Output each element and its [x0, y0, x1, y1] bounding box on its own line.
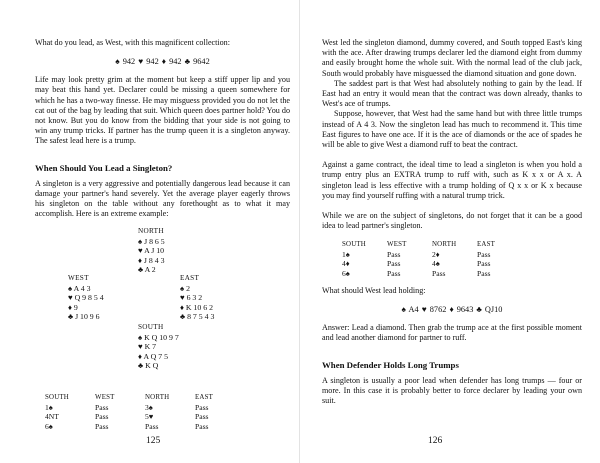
hand-label: NORTH	[138, 227, 164, 236]
lead-question: What do you lead, as West, with this magnificent collection:	[35, 38, 230, 47]
answer-paragraph: Answer: Lead a diamond. Then grab the trump ace at the first possible moment and lead another diamond for partner to ruff.	[322, 323, 582, 343]
auction-header: NORTH	[145, 394, 170, 402]
hearts-holding: ♥ Q 9 8 5 4	[68, 293, 104, 303]
hand-label: WEST	[68, 274, 89, 283]
auction-bid: 3♠	[145, 402, 153, 412]
auction-bid: Pass	[145, 421, 159, 431]
auction-header: EAST	[477, 241, 496, 249]
spades-holding: ♠ A 4 3	[68, 283, 91, 293]
auction-header: NORTH	[432, 241, 457, 249]
south-hand	[138, 323, 179, 370]
auction-bid: Pass	[477, 268, 491, 278]
auction-bid: Pass	[387, 259, 401, 269]
hand-label: EAST	[180, 274, 200, 283]
right-page	[300, 0, 600, 463]
section-heading: When Defender Holds Long Trumps	[322, 359, 459, 370]
auction-bid: Pass	[477, 249, 491, 259]
auction-bid: Pass	[195, 402, 209, 412]
section-heading: When Should You Lead a Singleton?	[35, 162, 173, 173]
spades-holding: ♠ 2	[180, 283, 190, 293]
auction-bid: 1♠	[342, 249, 350, 259]
spades-holding: ♠ J 8 6 5	[138, 236, 165, 246]
north-hand	[138, 227, 165, 274]
auction-bid: 4♠	[432, 259, 440, 269]
diamonds-holding: ♦ 9	[68, 302, 78, 312]
spades-holding: ♠ K Q 10 9 7	[138, 332, 179, 342]
bridge-deal-diagram	[35, 227, 290, 395]
paragraph: A singleton is a very aggressive and potentially dangerous lead because it can damage your partner's hand severely. Yet the average player eagerly throws his singleton on the table without any forethought as to what it may accomplish. Here is an extreme example:	[35, 178, 290, 219]
auction-bid: Pass	[195, 421, 209, 431]
hearts-holding: ♥ A J 10	[138, 246, 165, 256]
west-hand-line: ♠ 942 ♥ 942 ♦ 942 ♣ 9642	[115, 57, 210, 67]
diamonds-holding: ♦ A Q 7 5	[138, 351, 168, 361]
bidding-table	[342, 240, 582, 278]
clubs-holding: ♣ A 2	[138, 265, 156, 275]
east-hand	[180, 274, 214, 321]
auction-header: SOUTH	[45, 394, 69, 402]
diamonds-holding: ♦ J 8 4 3	[138, 255, 165, 265]
auction-bid: Pass	[95, 402, 109, 412]
paragraph: West led the singleton diamond, dummy covered, and South topped East's king with the ace. After drawing trumps declarer led the diamond eight from dummy and easily brought home the whole suit. With the normal lead of the club jack, South would probably have misguessed the diamond situation and gone down.	[322, 38, 582, 78]
auction-header: SOUTH	[342, 241, 366, 249]
paragraph: Suppose, however, that West had the same hand but with three little trumps instead of A 4 3. Now the singleton lead has much to recommend it. This time East figures to have one ace. If it is the ace of diamonds or the ace of spades he will be able to give West a diamond ruff to beat the contract.	[322, 109, 582, 150]
paragraph: The saddest part is that West had absolutely nothing to gain by the lead. If East had an entry it would mean that the contract was down already, thanks to West's ace of trumps.	[322, 78, 582, 109]
diamonds-holding: ♦ K 10 6 2	[180, 302, 213, 312]
west-hand	[68, 274, 104, 321]
bidding-table	[45, 393, 290, 431]
west-hand-line: ♠ A4 ♥ 8762 ♦ 9643 ♣ QJ10	[401, 305, 503, 315]
paragraph: Against a game contract, the ideal time to lead a singleton is when you hold a trump entry plus an EXTRA trump to ruff with, such as K x x or A x. A singleton lead is less effective with a trump holding of Q x x or K x because you may find yourself ruffing with a natural trump trick.	[322, 160, 582, 200]
paragraph: A singleton is usually a poor lead when defender has long trumps — four or more. In this case it is probably better to force declarer by leading your own suit.	[322, 375, 582, 406]
auction-bid: Pass	[195, 412, 209, 422]
auction-bid: 2♦	[432, 249, 440, 259]
clubs-holding: ♣ K Q	[138, 361, 159, 371]
auction-bid: Pass	[95, 421, 109, 431]
auction-header: WEST	[95, 394, 115, 402]
hearts-holding: ♥ K 7	[138, 342, 157, 352]
hearts-holding: ♥ 6 3 2	[180, 293, 203, 303]
auction-bid: Pass	[387, 249, 401, 259]
auction-bid: 5♥	[145, 412, 154, 422]
auction-bid: Pass	[95, 412, 109, 422]
clubs-holding: ♣ J 10 9 6	[68, 312, 100, 322]
auction-bid: Pass	[387, 268, 401, 278]
auction-header: WEST	[387, 241, 407, 249]
clubs-holding: ♣ 8 7 5 4 3	[180, 312, 215, 322]
auction-bid: 6♠	[342, 268, 350, 278]
page-number: 125	[146, 436, 161, 446]
auction-bid: Pass	[477, 259, 491, 269]
page-number: 126	[428, 436, 443, 446]
auction-bid: 4NT	[45, 412, 59, 422]
paragraph: While we are on the subject of singletons, do not forget that it can be a good idea to lead partner's singleton.	[322, 211, 582, 231]
hand-label: SOUTH	[138, 323, 164, 332]
auction-bid: 1♠	[45, 402, 53, 412]
lead-question: What should West lead holding:	[322, 286, 426, 296]
auction-header: EAST	[195, 394, 214, 402]
paragraph: Life may look pretty grim at the moment but keep a stiff upper lip and you may beat this hand yet. Declarer could be missing a queen somewhere for which he has a two-way finesse. He may misguess provided you do not let the cat out of the bag by leading that suit. Which queen does partner hold? You do not know. But you do know from the bidding that your side is not going to win any trump tricks. If partner has the trump queen it is a singleton anyway. The safest lead here is a trump.	[35, 75, 290, 146]
auction-bid: 6♠	[45, 421, 53, 431]
auction-bid: Pass	[432, 268, 446, 278]
auction-bid: 4♦	[342, 259, 350, 269]
